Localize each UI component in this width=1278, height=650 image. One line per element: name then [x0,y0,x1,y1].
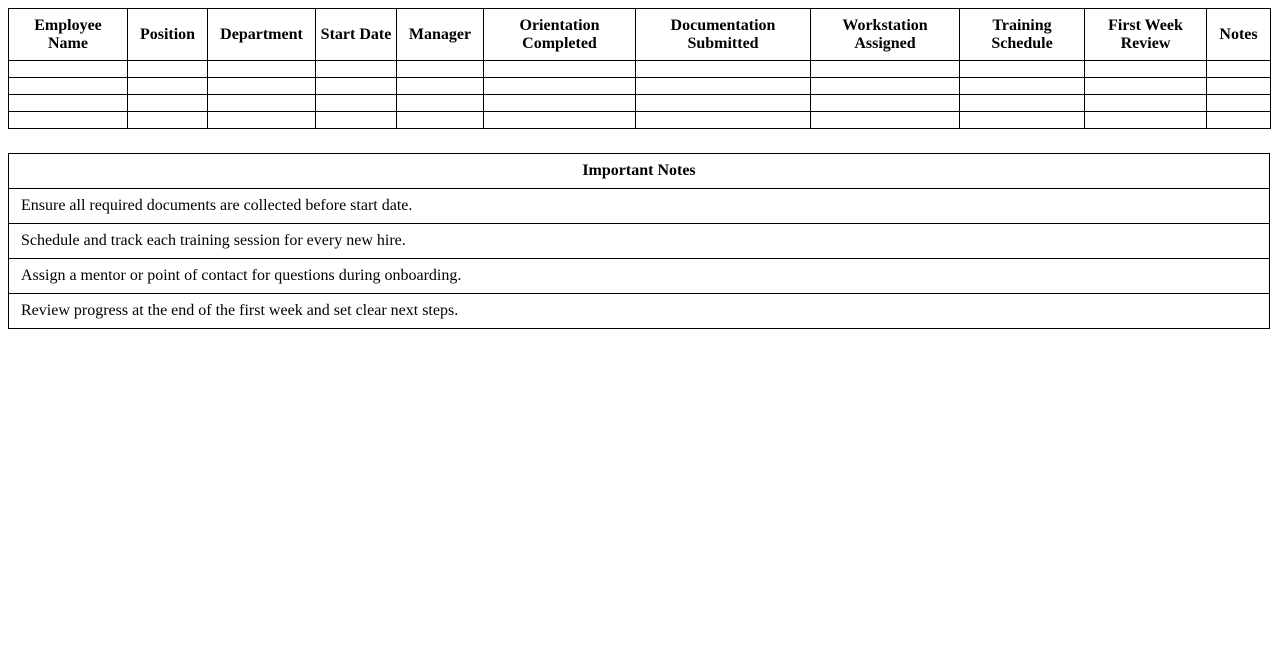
table-cell[interactable] [9,61,128,78]
note-item: Schedule and track each training session for every new hire. [9,224,1270,259]
table-cell[interactable] [1085,78,1207,95]
table-cell[interactable] [484,95,636,112]
note-item: Assign a mentor or point of contact for questions during onboarding. [9,259,1270,294]
table-header-row [9,9,1271,61]
table-cell[interactable] [9,78,128,95]
table-cell[interactable] [1085,95,1207,112]
table-cell[interactable] [128,61,208,78]
table-cell[interactable] [1207,78,1271,95]
table-cell[interactable] [316,78,397,95]
table-cell[interactable] [1085,112,1207,129]
table-cell[interactable] [316,61,397,78]
header-first-week-review: First Week Review [1085,9,1207,61]
notes-header-row [9,154,1270,189]
table-cell[interactable] [960,95,1085,112]
table-cell[interactable] [208,61,316,78]
important-notes-table [8,153,1270,329]
table-cell[interactable] [636,78,811,95]
table-cell[interactable] [208,112,316,129]
note-item: Ensure all required documents are collected before start date. [9,189,1270,224]
table-cell[interactable] [397,112,484,129]
table-cell[interactable] [636,61,811,78]
table-cell[interactable] [484,78,636,95]
table-cell[interactable] [636,112,811,129]
table-cell[interactable] [397,95,484,112]
table-cell[interactable] [208,78,316,95]
table-cell[interactable] [1207,61,1271,78]
header-orientation-completed: Orientation Completed [484,9,636,61]
header-position: Position [128,9,208,61]
table-cell[interactable] [128,95,208,112]
table-row [9,61,1271,78]
note-row [9,224,1270,259]
table-cell[interactable] [1085,61,1207,78]
table-cell[interactable] [1207,112,1271,129]
table-cell[interactable] [960,112,1085,129]
table-row [9,78,1271,95]
table-cell[interactable] [636,95,811,112]
table-cell[interactable] [960,61,1085,78]
table-cell[interactable] [1207,95,1271,112]
table-cell[interactable] [208,95,316,112]
table-cell[interactable] [9,95,128,112]
header-employee-name: Employee Name [9,9,128,61]
table-cell[interactable] [397,61,484,78]
table-cell[interactable] [811,95,960,112]
header-training-schedule: Training Schedule [960,9,1085,61]
header-start-date: Start Date [316,9,397,61]
table-cell[interactable] [484,61,636,78]
note-item: Review progress at the end of the first week and set clear next steps. [9,294,1270,329]
table-cell[interactable] [811,78,960,95]
notes-title: Important Notes [9,154,1270,189]
note-row [9,294,1270,329]
tracker-body [9,61,1271,129]
table-cell[interactable] [128,78,208,95]
table-cell[interactable] [811,112,960,129]
note-row [9,259,1270,294]
note-row [9,189,1270,224]
header-workstation-assigned: Workstation Assigned [811,9,960,61]
table-cell[interactable] [128,112,208,129]
table-cell[interactable] [811,61,960,78]
page [8,8,1270,329]
header-notes: Notes [1207,9,1271,61]
onboarding-tracker-table [8,8,1271,129]
table-cell[interactable] [484,112,636,129]
table-row [9,112,1271,129]
table-cell[interactable] [960,78,1085,95]
header-department: Department [208,9,316,61]
table-cell[interactable] [316,112,397,129]
table-cell[interactable] [9,112,128,129]
header-manager: Manager [397,9,484,61]
table-row [9,95,1271,112]
table-cell[interactable] [316,95,397,112]
table-cell[interactable] [397,78,484,95]
header-documentation-submitted: Documentation Submitted [636,9,811,61]
